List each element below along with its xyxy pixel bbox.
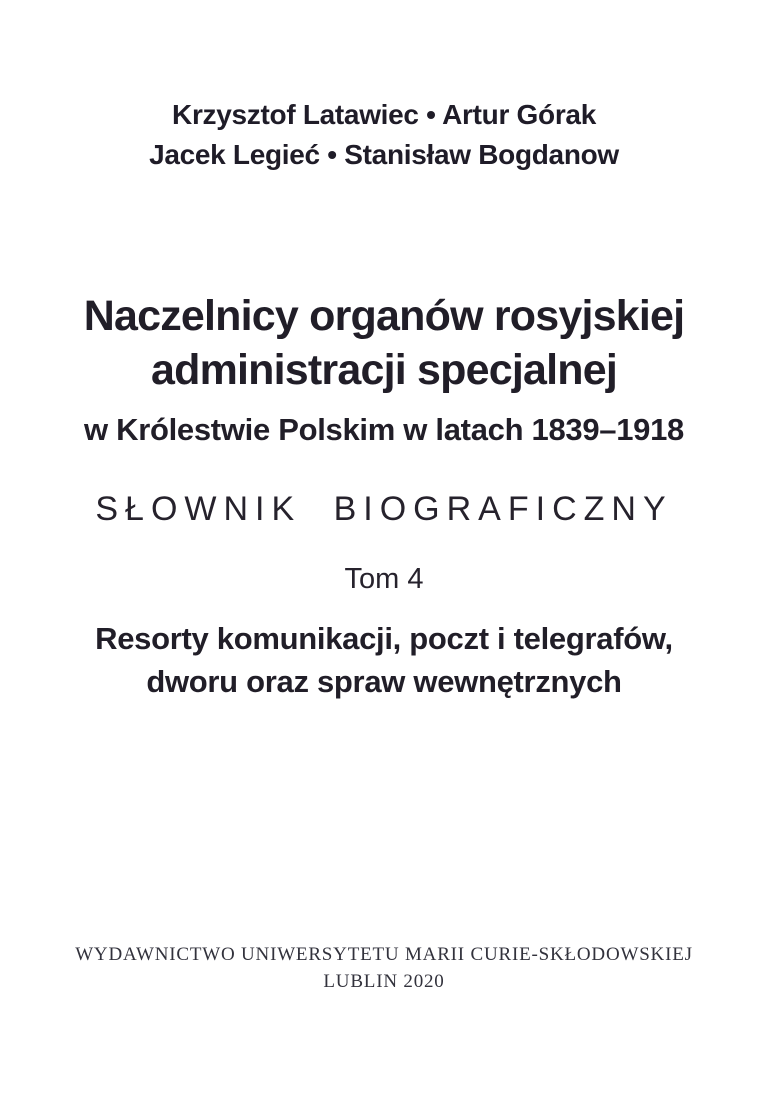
book-title-line-2: administracji specjalnej [151, 346, 617, 394]
publisher-name: WYDAWNICTWO UNIWERSYTETU MARII CURIE-SKŁODOWSKIEJ [75, 944, 693, 965]
series-title: SŁOWNIK BIOGRAFICZNY [95, 490, 673, 528]
volume-number: Tom 4 [344, 563, 424, 595]
authors-block [0, 0, 768, 175]
book-title-line-1: Naczelnicy organów rosyjskiej [83, 292, 685, 340]
book-subtitle: w Królestwie Polskim w latach 1839–1918 [83, 412, 684, 447]
volume-subtitle-line-2: dworu oraz spraw wewnętrznych [146, 664, 622, 699]
book-title [0, 289, 768, 397]
volume-subtitle-line-1: Resorty komunikacji, poczt i telegrafów, [95, 621, 673, 656]
publisher-place-year: LUBLIN 2020 [323, 971, 445, 992]
volume-subtitle [0, 617, 768, 703]
authors-line-1: Krzysztof Latawiec • Artur Górak [172, 99, 596, 130]
authors-line-2: Jacek Legieć • Stanisław Bogdanow [149, 139, 619, 170]
imprint-block [0, 941, 768, 995]
